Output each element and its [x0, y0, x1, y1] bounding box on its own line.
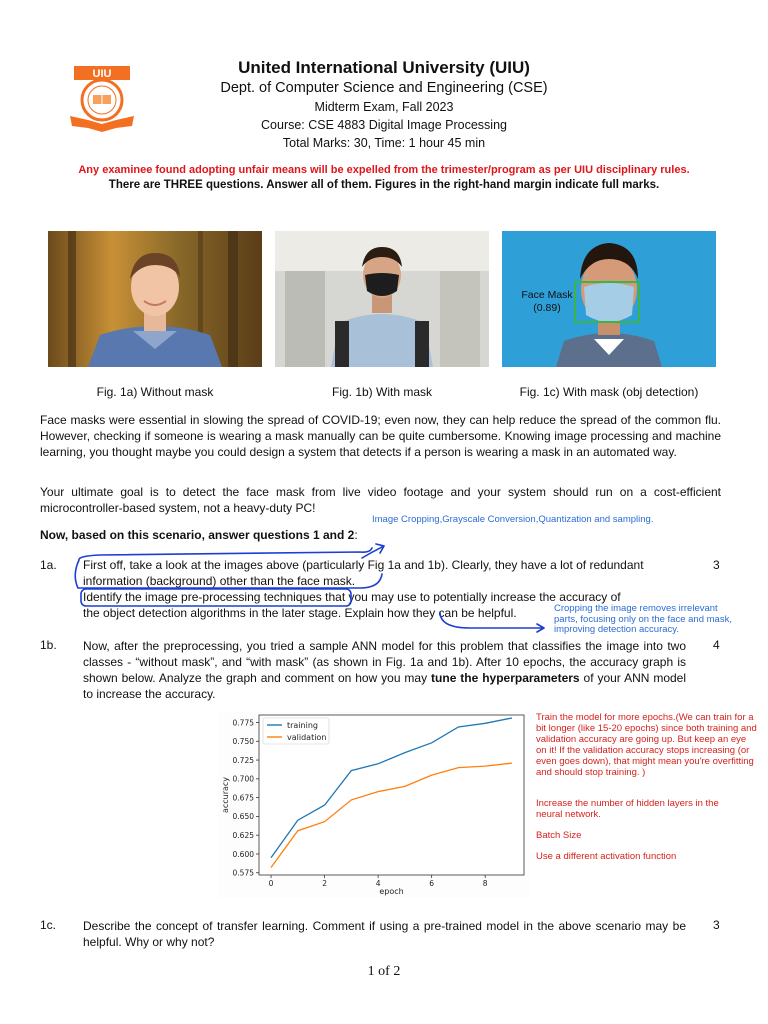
y-tick-label: 0.625: [232, 830, 254, 840]
y-tick-label: 0.600: [232, 849, 254, 859]
x-tick-label: 8: [482, 879, 488, 888]
accuracy-chart: [218, 712, 530, 898]
chart-xlabel: epoch: [379, 887, 404, 896]
legend-label-validation: validation: [287, 733, 327, 742]
x-tick-label: 2: [322, 879, 327, 888]
marks-time: Total Marks: 30, Time: 1 hour 45 min: [282, 136, 486, 150]
chart-legend: [263, 718, 329, 744]
q1b-marks: 4: [713, 638, 720, 652]
ink-box-techniques: [81, 589, 351, 606]
ink-arrow-right: [440, 612, 544, 632]
ink-arrow-up: [362, 544, 384, 558]
caption-fig-1b: Fig. 1b) With mask: [331, 385, 433, 399]
annotation-activation: Use a different activation function: [536, 851, 677, 862]
detection-score: (0.89): [533, 302, 561, 314]
annotation-cropping: Cropping the image removes irrelevant parts, focusing only on the face and mask, improving detection accuracy.: [554, 603, 732, 635]
q1c-number: 1c.: [40, 918, 57, 932]
q1a-line-3: Identify the image pre-processing techniques that you may use to potentially increase the accuracy of: [83, 590, 621, 604]
legend-label-training: training: [287, 721, 318, 730]
q1c-marks: 3: [713, 918, 720, 932]
ink-loop-redundant: [75, 548, 382, 588]
x-tick-label: 6: [429, 879, 435, 888]
y-tick-label: 0.575: [232, 868, 254, 878]
q1b-number: 1b.: [40, 638, 57, 652]
q1b-text: [83, 638, 686, 702]
q1a-number: 1a.: [40, 558, 57, 572]
y-tick-label: 0.725: [232, 755, 254, 765]
q1b-text-body: Now, after the preprocessing, you tried a sample ANN model for this problem that classifies the image into two classes - “without mask”, and “with mask” (as shown in Fig. 1a and 1b). After 10 epochs, the accuracy graph is shown below. Analyze the graph and comment on how you may: [83, 639, 686, 685]
q1b-text-bold: tune the hyperparameters: [431, 671, 580, 685]
q1a-line-2: information (background) other than the face mask.: [83, 574, 356, 588]
department: Dept. of Computer Science and Engineering (CSE): [220, 80, 548, 96]
page-number: 1 of 2: [367, 964, 401, 979]
accuracy-chart-svg: [218, 712, 530, 898]
scenario-prompt-bold: Now, based on this scenario, answer questions 1 and 2: [40, 528, 355, 542]
q1a-line-1: First off, take a look at the images above (particularly Fig 1a and 1b). Clearly, they have a lot of redundant: [83, 558, 644, 572]
chart-ylabel: accuracy: [221, 776, 230, 814]
annotation-batch-size: Batch Size: [536, 830, 582, 841]
q1a-line-4: the object detection algorithms in the later stage. Explain how they can be helpful.: [83, 606, 517, 620]
annotation-techniques: Image Cropping,Grayscale Conversion,Quantization and sampling.: [372, 514, 654, 525]
y-tick-label: 0.775: [232, 718, 254, 728]
caption-fig-1a: Fig. 1a) Without mask: [96, 385, 214, 399]
svg-text:UIU: UIU: [92, 68, 112, 80]
intro-paragraph-2: Your ultimate goal is to detect the face mask from live video footage and your system should run on a cost-efficient microcontroller-based system, not a heavy-duty PC!: [40, 485, 721, 515]
y-tick-label: 0.650: [232, 812, 254, 822]
course-title: Course: CSE 4883 Digital Image Processing: [261, 118, 507, 132]
x-tick-label: 0: [268, 879, 274, 888]
warning-text: Any examinee found adopting unfair means will be expelled from the trimester/program as per UIU disciplinary rules.: [78, 164, 690, 176]
y-tick-label: 0.700: [232, 774, 254, 784]
q1b-text-tail: of your ANN model to increase the accuracy.: [83, 671, 687, 701]
scenario-prompt-colon: :: [354, 528, 358, 542]
y-tick-label: 0.750: [232, 737, 254, 747]
caption-fig-1c: Fig. 1c) With mask (obj detection): [519, 385, 699, 399]
q1a-marks: 3: [713, 558, 720, 572]
exam-title: Midterm Exam, Fall 2023: [314, 100, 454, 114]
instructions: There are THREE questions. Answer all of them. Figures in the right-hand margin indicate full marks.: [108, 179, 660, 191]
intro-paragraph-1: Face masks were essential in slowing the spread of COVID-19; even now, they can help reduce the spread of the common flu. However, checking if someone is wearing a mask manually can be quite cumbersome. Knowing image processing and machine learning, you thought maybe you could design a system that detects if a person is wearing a mask in an automated way.: [40, 413, 721, 459]
university-name: United International University (UIU): [238, 58, 530, 77]
y-tick-label: 0.675: [232, 793, 254, 803]
x-tick-label: 4: [375, 879, 381, 888]
detection-class: Face Mask: [521, 289, 573, 301]
annotation-more-epochs: Train the model for more epochs.(We can train for a bit longer (like 15-20 epochs) since both training and validation accuracy are going up. But keep an eye on it! If the validation accuracy stops increasing (or even goes down), that might mean you're overfitting and should stop training. ): [536, 712, 757, 778]
q1c-text: Describe the concept of transfer learning. Comment if using a pre-trained model in the above scenario may be helpful. Why or why not?: [83, 919, 686, 949]
annotation-hidden-layers: Increase the number of hidden layers in the neural network.: [536, 798, 719, 820]
